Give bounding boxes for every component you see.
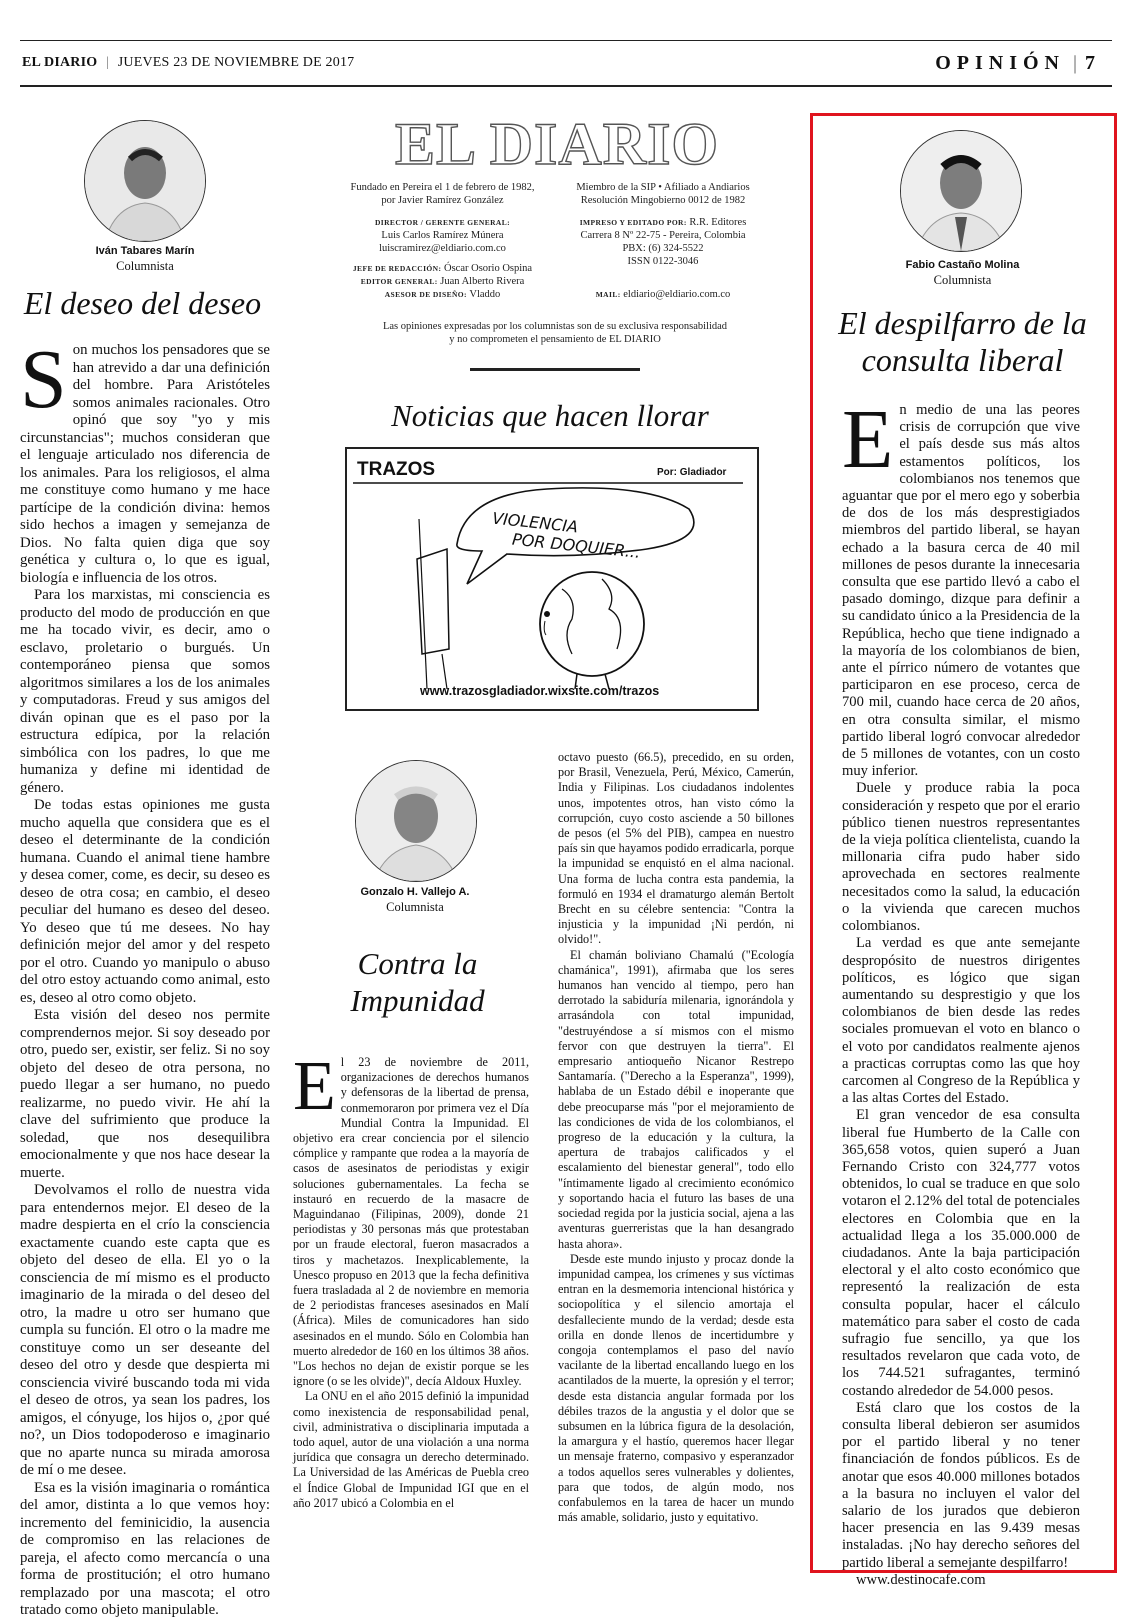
author-role: Columnista [386, 900, 444, 914]
resolution-line: Resolución Mingobierno 0012 de 1982 [580, 195, 746, 206]
paragraph: Está claro que los costos de la consulta liberal debieron ser asumidos por el partido liberal y no tener financiación de fondos públicos. Es de anotar que esos 40.000 millones botados a la basura no incluyen el valor del salario de los jurados que debieron hacer presencia en las 9.439 mesas instaladas. ¡No hay derecho señores del partido liberal a semejante despilfarro! [842, 1399, 1080, 1571]
page-header-left: EL DIARIO | JUEVES 23 DE NOVIEMBRE DE 2017 [22, 55, 355, 70]
title-line-1: Contra la [357, 946, 478, 981]
paragraph: El chamán boliviano Chamalú ("Ecología chamánica", 1991), afirmaba que los seres humanos han vencido al tiempo, pero han derrotado la sabiduría milenaria, ignorándola y arrasándola con total impunidad, "destruyéndose a sí mismos con el mismo fervor con que destruyen la tierra". El empresario antioqueño Nicanor Restrepo Santamaría. ("Derecho a la Esperanza", 1999), hablaba de un Estado débil e inoperante que debe preocuparse más "por el mejoramiento de las condiciones de vida de los colombianos, el progreso de la educación y la cultura, la apertura de trabajos calificados y el escalamiento del bienestar general", todo ello "íntimamente ligado al crecimiento económico y soportando hacia el futuro las bases de una sociedad regida por la justicia social, ajena a las aventuras guerreristas que la han desangrado hasta ahora». [558, 947, 794, 1251]
disclaimer-line-2: y no comprometen el pensamiento de EL DIARIO [449, 334, 661, 345]
design-label: ASESOR DE DISEÑO: [384, 290, 467, 299]
article-body-despilfarro [842, 393, 1080, 1589]
author-name: Iván Tabares Marín [95, 245, 195, 257]
paragraph: on muchos los pensadores que se han atrevido a dar una definición del hombre. Para Aristóteles somos animales racionales. Otro opinó que soy "yo y mis circunstancias"; muchos consideran que el lenguaje articulado nos diferencia de los animales. Para los religiosos, el alma me constituye como humano y me hace partícipe de la condición divina: hemos sido hechos a imagen y semejanza de Dios. No falta quien diga que soy genética y cultura o, lo que es igual, biología e influencia de los otros. [20, 342, 270, 586]
page-header-right: OPINIÓN | 7 [935, 52, 1101, 74]
paragraph: Desde este mundo injusto y procaz donde la impunidad campea, los crímenes y sus víctimas entran en la desmemoria intencional histórica y sociopolítica y el silencio amortaja el desfalleciente mundo de la verdad; desde esta orilla en donde llenos de incertidumbre y congoja contemplamos el paso del navío vacilante de la libertad encallando luego en los acantilados de la muerte, la opresión y el terror; desde esta distancia angular formada por los débiles trazos de la angustia y el dolor que se subsumen en la lúbrica figura de la desolación, la amargura y el hastío, queremos hacer llegar un mensaje fraterno, compasivo y esperanzador a todos aquellos seres vulnerables y dolientes, para que todos, de algún modo, nos confabulemos en la tarea de hacer un mundo más amable, solidario, justo y equitativo. [558, 1251, 794, 1525]
cartoon-heading: Noticias que hacen llorar [391, 398, 709, 433]
printed-label: IMPRESO Y EDITADO POR: [579, 218, 687, 227]
page-number: 7 [1085, 52, 1101, 74]
chief-name: Óscar Osorio Ospina [444, 263, 533, 274]
paragraph: octavo puesto (66.5), precedido, en su orden, por Brasil, Venezuela, Perú, México, Camerún, India y Filipinas. Los ciudadanos indolentes unos, impotentes otros, han visto cómo la corrupción, cuyo costo asciende a 50 billones de pesos (el 5% del PIB), campea en nuestro país sin que hayamos podido erradicarla, porque la impunidad se enquistó en el alma nacional. Una forma de lucha contra esta pandemia, la formuló en 1934 el dramaturgo alemán Bertolt Brecht en su célebre sentencia: "Contra la injusticia y la impunidad ¡Ni perdón, ni olvido!". [558, 750, 794, 947]
article-body-impunidad-b [558, 750, 794, 1525]
pbx-line: PBX: (6) 324-5522 [622, 243, 704, 254]
bubble-line-2: POR DOQUIER... [511, 529, 642, 562]
address-line: Carrera 8 Nº 22-75 - Pereira, Colombia [580, 230, 746, 241]
paragraph: Devolvamos el rollo de nuestra vida para entendernos mejor. El deseo de la madre despierta en el crío la consciencia exactamente cuando este capta que es objeto del deseo de ella. El yo o la consciencia de mí mismo es el producto imaginario de la mirada o del deseo del otro, la madre u otro ser humano que cumpla su función. El otro o la madre me constituye como un ser deseante del deseo del otro y desde que despierta mi consciencia viviré buscando toda mi vida el deseo de otros, ya sean los padres, los amigos, el cónyuge, los hijos o, ¿por qué no?, un Dios todopoderoso e imaginario que no aparte nunca su mirada amorosa de mí o me desee. [20, 1182, 270, 1478]
design-name: Vladdo [469, 289, 501, 300]
paragraph: De todas estas opiniones me gusta mucho aquella que considera que es el deseo el determinante de la condición humana. Cuando el animal tiene hambre y desea comer, come, es decir, su deseo es deseo de otra cosa; en cambio, el deseo peculiar del humano es deseo del deseo. Yo deseo que tú me desees. No hay definición mejor del amor y del respeto por el otro. Cuando yo manipulo o abuso del otro estoy actuando como animal, esto es, deseo al otro como objeto. [20, 797, 270, 1006]
director-name: Luis Carlos Ramírez Múnera [381, 230, 504, 241]
portrait-icon [901, 131, 1021, 251]
paragraph: n medio de una las peores crisis de corrupción que vive el país desde sus más altos estamentos políticos, los colombianos nos tenemos que aguantar que por el mero ego y soberbia de dos de los más desprestigiados miembros del partido liberal, se hayan echado a la basura cerca de 40 mil millones de pesos durante la innecesaria consulta que ese partido llevó a cabo el pasado domingo, dizque para definir a su candidato único a la Presidencia de la República, hecho que tiene indignado a la mayoría de los colombianos de bien, ante el pírrico número de votantes que participaron en ese proceso, cerca de 700 mil, cuando hace cerca de 20 años, en otra consulta similar, el mismo partido liberal logró convocar alrededor de 5 millones de votantes, con un costo muy inferior. [842, 402, 1080, 780]
director-label: DIRECTOR / GERENTE GENERAL: [374, 218, 511, 227]
founded-line: Fundado en Pereira el 1 de febrero de 1982, [350, 182, 535, 193]
drop-cap: E [293, 1048, 336, 1125]
cartoon-brand: TRAZOS [357, 459, 436, 480]
title-line-1: El despilfarro de la [838, 305, 1087, 341]
article-title [825, 305, 1100, 379]
paragraph: l 23 de noviembre de 2011, organizaciones de derechos humanos y defensoras de la libertad de prensa, conmemoraron por primera vez el Día Mundial Contra la Impunidad. El objetivo era crear conciencia por el silencio cómplice y rampante que rodea a la mayoría de casos de asesinatos de periodistas y exigir soluciones gubernamentales. La fecha se instauró en recuerdo de la masacre de Maguindanao (Filipinas, 2009), donde 21 periodistas y 30 personas más que protestaban por un fraude electoral, fueron masacrados a tiros y machetazos. Inexplicablemente, la Unesco propuso en 2013 que la fecha definitiva fuera trasladada al 2 de noviembre en memoria de 2 periodistas franceses asesinados en Malí (África). Miles de comunicadores han sido asesinados en el mundo. Sólo en Colombia han muerto alrededor de 160 en los últimos 38 años. "Los hechos no dejan de existir porque se les ignore (o se les olvide)", decía Aldoux Huxley. [293, 1055, 529, 1389]
founder-line: por Javier Ramírez González [381, 195, 504, 206]
paragraph: Esta visión del deseo nos permite comprendernos mejor. Si soy deseado por otro, puedo ser, existir, ser feliz. Si no soy objeto del deseo de otra persona, no puedo llegar a ser humano, no puedo realizarme, no puedo vivir. He ahí la clave del sufrimiento que produce la soledad, que nos desequilibra emocionalmente y que nos hace desear la muerte. [20, 1007, 270, 1181]
author-photo-tabares [84, 120, 206, 242]
editor-name: Juan Alberto Rivera [440, 276, 525, 287]
signoff-url: www.destinocafe.com [856, 1571, 986, 1588]
section-name: OPINIÓN [935, 52, 1065, 74]
title-line-2: Impunidad [350, 983, 485, 1018]
cartoon-author: Por: Gladiador [657, 467, 727, 478]
mail-label: MAIL: [595, 290, 621, 299]
member-line: Miembro de la SIP • Afiliado a Andiarios [576, 182, 750, 193]
bubble-line-1: VIOLENCIA [491, 508, 579, 537]
author-role: Columnista [933, 273, 992, 287]
director-email: luiscramirez@eldiario.com.co [379, 243, 506, 254]
masthead-disclaimer [330, 320, 780, 346]
portrait-icon [85, 121, 205, 241]
paragraph: Duele y produce rabia la poca consideración y respeto que por el erario público tienen nuestros representantes de la vieja política clientelista, cuando la millonaria cifra pudo haber sido aprovechada en sectores realmente necesitados como la salud, la educación o la vivienda que carecen muchos colombianos. [842, 780, 1080, 935]
crying-globe [540, 572, 644, 676]
cartoon-drawing [347, 449, 753, 705]
paper-name: EL DIARIO [22, 55, 98, 70]
issue-date: JUEVES 23 DE NOVIEMBRE DE 2017 [117, 55, 355, 70]
cartoon-url: www.trazosgladiador.wixsite.com/trazos [420, 684, 660, 698]
paragraph: La verdad es que ante semejante despropósito de nuestros dirigentes políticos, es lógico que sigan aumentando su desprestigio y que los colombianos de bien desde las redes sociales promuevan el voto en blanco o el voto por candidatos realmente ajenos a practicas corruptas como las que hoy carcomen al Congreso de la República y a las altas Cortes del Estado. [842, 935, 1080, 1107]
drop-cap: E [842, 393, 894, 486]
mail-value: eldiario@eldiario.com.co [623, 289, 731, 300]
easel [417, 549, 449, 654]
author-role: Columnista [116, 259, 174, 273]
author-photo-castano [900, 130, 1022, 252]
article-title: El deseo del deseo [23, 285, 262, 321]
cartoon-frame [345, 447, 759, 711]
editor-label: EDITOR GENERAL: [360, 277, 438, 286]
masthead-logo: EL DIARIO [395, 111, 720, 177]
masthead-member [558, 181, 768, 301]
portrait-icon [356, 761, 476, 881]
article-body-impunidad-a [293, 1048, 529, 1511]
paragraph: Esa es la visión imaginaria o romántica del amor, distinta a lo que vemos hoy: incremento del feminicidio, la ausencia de compromiso en las relaciones de pareja, el afecto como mercancía o una forma de prostitución; el otro humano remplazado por una mascota; el otro tratado como objeto manipulable. [20, 1479, 270, 1618]
author-name: Fabio Castaño Molina [905, 259, 1020, 271]
printed-value: R.R. Editores [689, 217, 747, 228]
article-title [300, 945, 535, 1019]
issn-line: ISSN 0122-3046 [627, 256, 699, 267]
masthead-divider [470, 368, 640, 371]
article-body-deseo [20, 333, 270, 1620]
masthead-founded [340, 181, 545, 301]
chief-label: JEFE DE REDACCIÓN: [352, 264, 442, 273]
disclaimer-line-1: Las opiniones expresadas por los columnistas son de su exclusiva responsabilidad [382, 321, 728, 332]
author-name: Gonzalo H. Vallejo A. [360, 886, 470, 898]
drop-cap: S [20, 333, 67, 426]
paragraph: Para los marxistas, mi consciencia es producto del modo de producción en que me ha tocado vivir, es decir, amo o esclavo, proletario o burgués. Un contemporáneo piensa que somos algoritmos similares a los de los animales y computadoras. Freud y sus amigos del diván opinan que es el paso por la estructura edípica, por la relación simbólica con los padres, lo que me humaniza y define mi identidad de género. [20, 587, 270, 796]
paragraph: El gran vencedor de esa consulta liberal fue Humberto de la Calle con 365,658 votos, quien superó a Juan Fernando Cristo con 324,777 votos obtenidos, lo cual se traduce en que solo votaron el 2.12% del total de potenciales electores en Colombia que en la actualidad llega a los 35.000.000 de ciudadanos. Ante la baja participación electoral y el alto costo económico que representó la realización de esta consulta popular, hacer el cálculo matemático para saber el costo de cada sufragio fue sencillo, ya que los resultados revelaron que cada voto, de los 744.521 sufragantes, terminó costando alrededor de 54.000 pesos. [842, 1107, 1080, 1399]
globe-eye [544, 611, 550, 617]
title-line-2: consulta liberal [861, 342, 1064, 378]
author-photo-vallejo [355, 760, 477, 882]
paragraph: La ONU en el año 2015 definió la impunidad como inexistencia de responsabilidad penal, civil, administrativa o disciplinaria imputada a todo aquel, autor de una violación a una norma jurídica que consagra un derecho determinado. La Universidad de las Américas de Puebla creo el Índice Global de Impunidad IGI que en el año 2017 ubicó a Colombia en el [293, 1389, 529, 1510]
